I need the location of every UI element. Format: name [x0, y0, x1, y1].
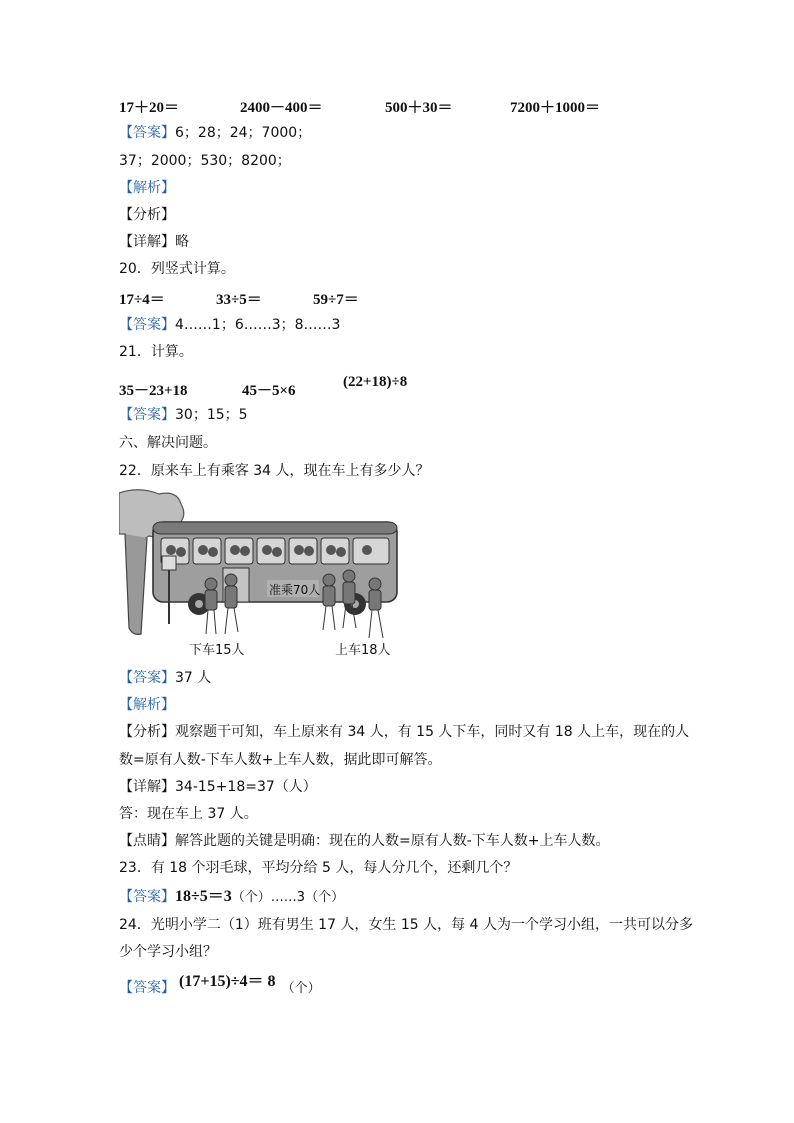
answer-tag: 【答案】: [119, 317, 175, 333]
q23-answer-math: 18÷5＝3: [175, 888, 232, 905]
q19-expr-2: 2400－400＝: [240, 100, 323, 116]
q22-answer-text: 37 人: [175, 670, 212, 686]
q20-expr-3: 59÷7＝: [313, 292, 359, 308]
q21-expr-3: (22+18)÷8: [343, 374, 408, 390]
q24-answer: [119, 973, 321, 999]
fenxi-tag: 【分析】: [119, 724, 175, 740]
q20-expr-2: 33÷5＝: [216, 292, 262, 308]
answer-tag: 【答案】: [119, 889, 175, 905]
q20-expr-1: 17÷4＝: [119, 292, 165, 308]
q22-title: 22．原来车上有乘客 34 人，现在车上有多少人？: [119, 463, 430, 479]
q20-answer: [119, 315, 340, 335]
q22-point: [119, 831, 610, 851]
q19-detail: [119, 232, 189, 252]
q19-expr-3: 500＋30＝: [385, 100, 453, 116]
q21-expr-1: 35－23+18: [119, 383, 188, 399]
bus-roof: [153, 522, 397, 534]
q23-answer-unit: （个）……3（个）: [231, 890, 345, 905]
answer-tag: 【答案】: [119, 407, 175, 423]
q20-title: 20．列竖式计算。: [119, 261, 235, 277]
q24-answer-unit: （个）: [281, 981, 321, 996]
q19-expr-4: 7200＋1000＝: [510, 100, 601, 116]
answer-tag: 【答案】: [119, 670, 175, 686]
q19-answer: [119, 123, 311, 143]
bus-illustration-svg: [119, 488, 400, 658]
bus-stop-sign: [162, 556, 176, 570]
q22-fenxi-line2: 数=原有人数-下车人数+上车人数，据此即可解答。: [119, 752, 442, 768]
q22-point-text: 解答此题的关键是明确：现在的人数=原有人数-下车人数+上车人数。: [175, 833, 610, 849]
q21-answer: [119, 405, 248, 425]
getting-off-label: 下车15人: [189, 643, 245, 658]
q19-answer-text: 6；28；24；7000；: [175, 125, 312, 141]
q19-answer-line2: 37；2000；530；8200；: [119, 153, 291, 169]
bus-capacity-label: 准乘70人: [269, 583, 321, 597]
getting-on-label: 上车18人: [335, 643, 391, 658]
q19-detail-text: 略: [175, 234, 189, 250]
q22-reply: 答：现在车上 37 人。: [119, 806, 258, 822]
q22-answer: [119, 668, 211, 688]
q21-title: 21．计算。: [119, 344, 193, 360]
q22-detail: [119, 777, 317, 797]
q23-title: 23．有 18 个羽毛球，平均分给 5 人，每人分几个，还剩几个？: [119, 860, 518, 876]
q24-title-line1: 24．光明小学二（1）班有男生 17 人，女生 15 人，每 4 人为一个学习小组，一共可以分多: [119, 917, 693, 933]
q22-analysis-tag: 【解析】: [119, 697, 175, 713]
q20-answer-text: 4……1；6……3；8……3: [175, 317, 341, 333]
q22-fenxi-line1: 观察题干可知，车上原来有 34 人，有 15 人下车，同时又有 18 人上车，现在的人: [175, 724, 690, 740]
answer-tag: 【答案】: [119, 980, 175, 996]
point-tag: 【点睛】: [119, 833, 175, 849]
q19-analysis-tag: 【解析】: [119, 180, 175, 196]
q22-detail-text: 34-15+18=37（人）: [175, 779, 317, 795]
q19-fenxi-tag: 【分析】: [119, 207, 175, 223]
detail-tag: 【详解】: [119, 779, 175, 795]
q23-answer: [119, 887, 344, 908]
detail-tag: 【详解】: [119, 234, 175, 250]
q21-expr-2: 45－5×6: [242, 383, 296, 399]
bus-illustration: [119, 488, 400, 658]
q21-answer-text: 30；15；5: [175, 407, 248, 423]
section-6-title: 六、解决问题。: [119, 435, 217, 451]
q24-answer-math: (17+15)÷4＝ 8: [179, 973, 276, 990]
q22-fenxi: [119, 722, 689, 742]
q19-expr-1: 17＋20＝: [119, 100, 180, 116]
q24-title-line2: 少个学习小组？: [119, 944, 217, 960]
answer-tag: 【答案】: [119, 125, 175, 141]
